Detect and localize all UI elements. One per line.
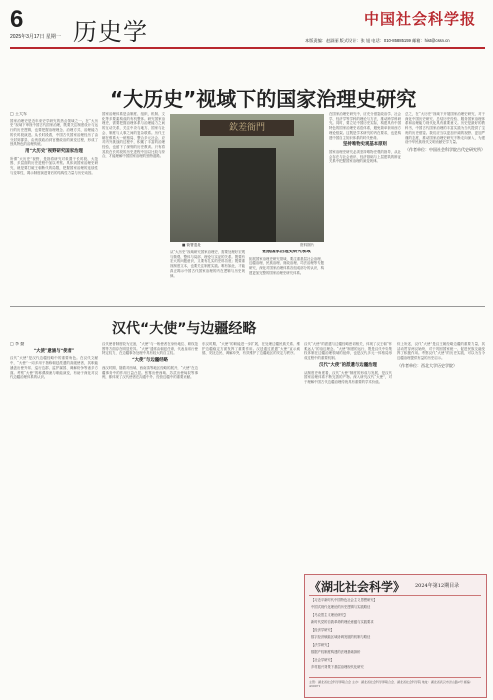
article2-headline: 汉代“大使”与边疆经略 (112, 321, 257, 337)
article2-col3-text: 东汉时期，“大使”的职能进一步扩展，在处理边疆民族关系、维护边疆稳定方面发挥了重要作用。汉廷通过派遣“大使”宣示威德、安抚边民、调解冲突，有效维护了边疆地区的安定与秩序。 (202, 342, 300, 356)
advert-line: 新时代党的自我革命的理论意蕴与实践要求 (311, 620, 374, 624)
advert-line: 乡村振兴背景下基层治理现代化研究 (311, 665, 364, 669)
article1-headline: “大历史”视域下的国家治理史研究 (110, 87, 417, 111)
article1-col2 (102, 112, 165, 302)
photo-doorway (218, 148, 276, 242)
article2-col1-text: 汉代“大使”是汉代边疆经略中的重要角色。在汉代文献中，“大使”一词多用于指称朝廷派遣的高级使者，其职能涵盖出使外邦、巡行边郡、监护属国、调解纷争等诸多方面。考察“大使”的称谓源流与职能演变，有助于深化对汉代边疆治理体系的认识。 (10, 356, 98, 380)
article1-col4 (329, 112, 401, 302)
top-divider (10, 47, 485, 49)
article2-col2 (102, 342, 198, 696)
article1-col3-text: 从“大历史”视域研究国家治理史，需要处理好宏观与微观、整体与局部、理论与实证的关系。既要有宏大的问题意识，又要有扎实的史料功底；既要重视制度文本，也要关注制度实践。唯有如此，才能真正揭示中国古代国家治理的内在逻辑与历史规律。 (170, 250, 245, 278)
article1-col2-text: 国家治理体系是由制度、组织、机制、文化等多要素构成的有机整体。研究国家治理史，需要把握治理体系与治理能力之间的互动关系，关注中央与地方、国家与社会、制度与人事之间的复杂联系。历代王朝在维系大一统格局、整合多元社会、应对内外挑战的过程中，积累了丰富的治理经验，也留下了深刻的历史教训。只有将其放在长时段的历史进程中加以比较与综合，才能理解中国国家治理的独特道路。 (102, 112, 165, 159)
advert-line: 【社会学研究】 (311, 658, 335, 662)
article1-col4-text: 在国家治理史研究中，应充分借鉴政治学、社会学、经济学等学科的理论与方法，推动跨学科研究。同时，要立足中国历史实际，构建具有中国特色的国家治理史话语体系，避免简单套用西方理论框架。这既是学术研究的内在要求，也是构建中国自主知识体系的时代使命。 (329, 112, 401, 140)
advert-footer: 主管：湖北省社会科学界联合会 主办：湖北省社会科学界联合会、湖北省社会科学院 地址：湖北省武汉市洪山路2号 邮编：430071 (309, 680, 473, 688)
advert-line: 数据产权制度构建的法理基础探析 (311, 650, 361, 654)
article2-col5-text: 综上所述，汉代“大使”是汉王朝经略边疆的重要力量，其活动贯穿两汉始终，对于巩固国家统一、促进民族交融发挥了积极作用。考察汉代“大使”的历史实践，可以为当今边疆治理提供有益的历史启示。 (397, 342, 485, 361)
article1-col1 (10, 112, 98, 302)
article1-col1-text: 国家治理史是近年来史学研究的热点领域之一。在“大历史”视域下审视中国古代国家治理，既要关注制度设计与运行的历史逻辑，也要把握治理理念、治理方式、治理能力的长时段演进。从长时段看，中国古代国家治理经历了由分封到郡县、由贵族政治到官僚政治的演变过程，形成了独具特色的治理传统。 (10, 118, 98, 147)
article2-col4-text2: 从制度史角度看，汉代“大使”制度的形成与发展，是汉代国家治理体系不断完善的产物。深入研究汉代“大使”，对于理解中国古代边疆治理传统具有重要的学术价值。 (304, 370, 392, 384)
newspaper-logo: 中国社会科学报 (364, 10, 477, 28)
advert-line: 【习近平新时代中国特色社会主义思想研究】 (311, 598, 377, 602)
section-title: 历史学 (73, 18, 148, 46)
photo-caption: ■ 衙署遗址 (182, 243, 201, 247)
article2-col5 (397, 342, 485, 570)
article1-byline: （作者单位：中国社会科学院古代史研究所） (405, 146, 485, 152)
article2-author: □ 李 勤 (10, 342, 25, 346)
advert-line: 【经济学研究】 (311, 628, 335, 632)
article1-author: □ 王大军 (10, 112, 28, 116)
article-divider (10, 306, 485, 307)
advert-line: 【法学研究】 (311, 643, 331, 647)
article2-col1 (10, 342, 98, 696)
article1-subheading-1: 用“大历史”视野研究国家治理 (25, 148, 83, 154)
photo-credit: 资料图片 (300, 243, 315, 247)
advert-rule (309, 677, 481, 678)
courtyard-photo (170, 114, 324, 242)
article1-col5 (405, 112, 485, 302)
article1-col3-text2: 拓展国家治理史研究领域，要注重基层社会治理、边疆治理、民族治理、财政治理、司法治理等专题研究，深化对国家治理体系各组成部分的认识，构建更加完整的国家治理史研究体系。 (249, 256, 324, 275)
article2-col4-text: 汉代“大使”的派遣与边疆经略密切相关，体现了汉王朝“怀柔远人”的治边理念。“大使”制度的运行，既是汉代中央集权体制在边疆治理领域的延伸，也是汉代多元一体格局形成过程中的重要机制。 (304, 342, 392, 361)
page-number: 6 (10, 6, 24, 33)
advert-line: 数字经济赋能区域协调发展的机制与路径 (311, 635, 371, 639)
article2-col3 (202, 342, 300, 696)
article1-col3 (170, 250, 324, 302)
article2-byline: （作者单位：西北大学历史学院） (397, 362, 457, 368)
article1-subheading-2: 拓展国家治理史研究领域 (262, 250, 311, 254)
date-line: 2025年3月17日 星期一 (10, 34, 61, 40)
masthead (0, 0, 493, 52)
article2-subheading-2: “大使”与边疆经略 (132, 358, 168, 364)
journal-advert (304, 574, 487, 698)
article2-col4 (304, 342, 392, 570)
article2-col2-text: 汉代使者制度较为完备，“大使”与一般使者在身份地位、职权范围等方面存在明显差异。“大使”通常由朝廷任命，代表皇帝行使特定权力，在边疆事务处理中具有较大的自主权。 (102, 342, 198, 356)
article1-col4-text2: 国家治理史研究必须坚持唯物史观的指导，从社会存在与社会意识、经济基础与上层建筑的辩证关系中把握国家治理的演变规律。 (329, 149, 401, 164)
article1-col5-text: 总之，在“大历史”视域下开展国家治理史研究，对于深化中国历史研究、总结历史经验、服务国家治理体系和治理能力现代化具有重要意义。历史是最好的教科书，中国古代国家治理的丰富实践为当代提供了宝贵的历史借鉴。我们应当以更加开阔的视野、更加严谨的态度，推动国家治理史研究不断走向深入，为建设中华民族现代文明贡献史学力量。 (405, 112, 485, 145)
article2-col2-text2: 西汉时期，随着对西域、西南夷等地区经略的展开，“大使”在边疆事务中的作用日益凸显。张骞出使西域、苏武出使匈奴等事例，都体现了汉代使者在沟通中外、经营边疆中的重要贡献。 (102, 365, 198, 380)
editors-line: 本版责编：赵淑丽 版式设计：张 旭 电话：010-85885159 邮箱：hist@cssn.cn (305, 38, 450, 43)
advert-line: 中国式现代化理论的历史逻辑与实践路径 (311, 605, 371, 609)
article2-subheading-3: 汉代“大使”的派遣与边疆治理 (319, 362, 377, 368)
advert-title: 《湖北社会科学》 (309, 580, 406, 594)
article2-subheading-1: “大使”意涵与“使者” (33, 348, 75, 354)
photo-plaque: 欽差衙門 (200, 120, 294, 136)
article1-subheading-3: 坚持唯物史观基本原则 (343, 142, 387, 148)
advert-rule (309, 595, 481, 596)
advert-line: 【马克思主义理论研究】 (311, 613, 348, 617)
advert-issue: 2024年第12期目录 (415, 583, 460, 589)
article1-col1-text2: 所谓“大历史”视野，是指将研究对象置于长时段、大范围、多层面的历史进程中加以考察。具体到国家治理史研究，就是要打破王朝断代的局限，把握国家治理的连续性与变革性，揭示制度演进背后的结构性力量与历史动因。 (10, 156, 98, 175)
